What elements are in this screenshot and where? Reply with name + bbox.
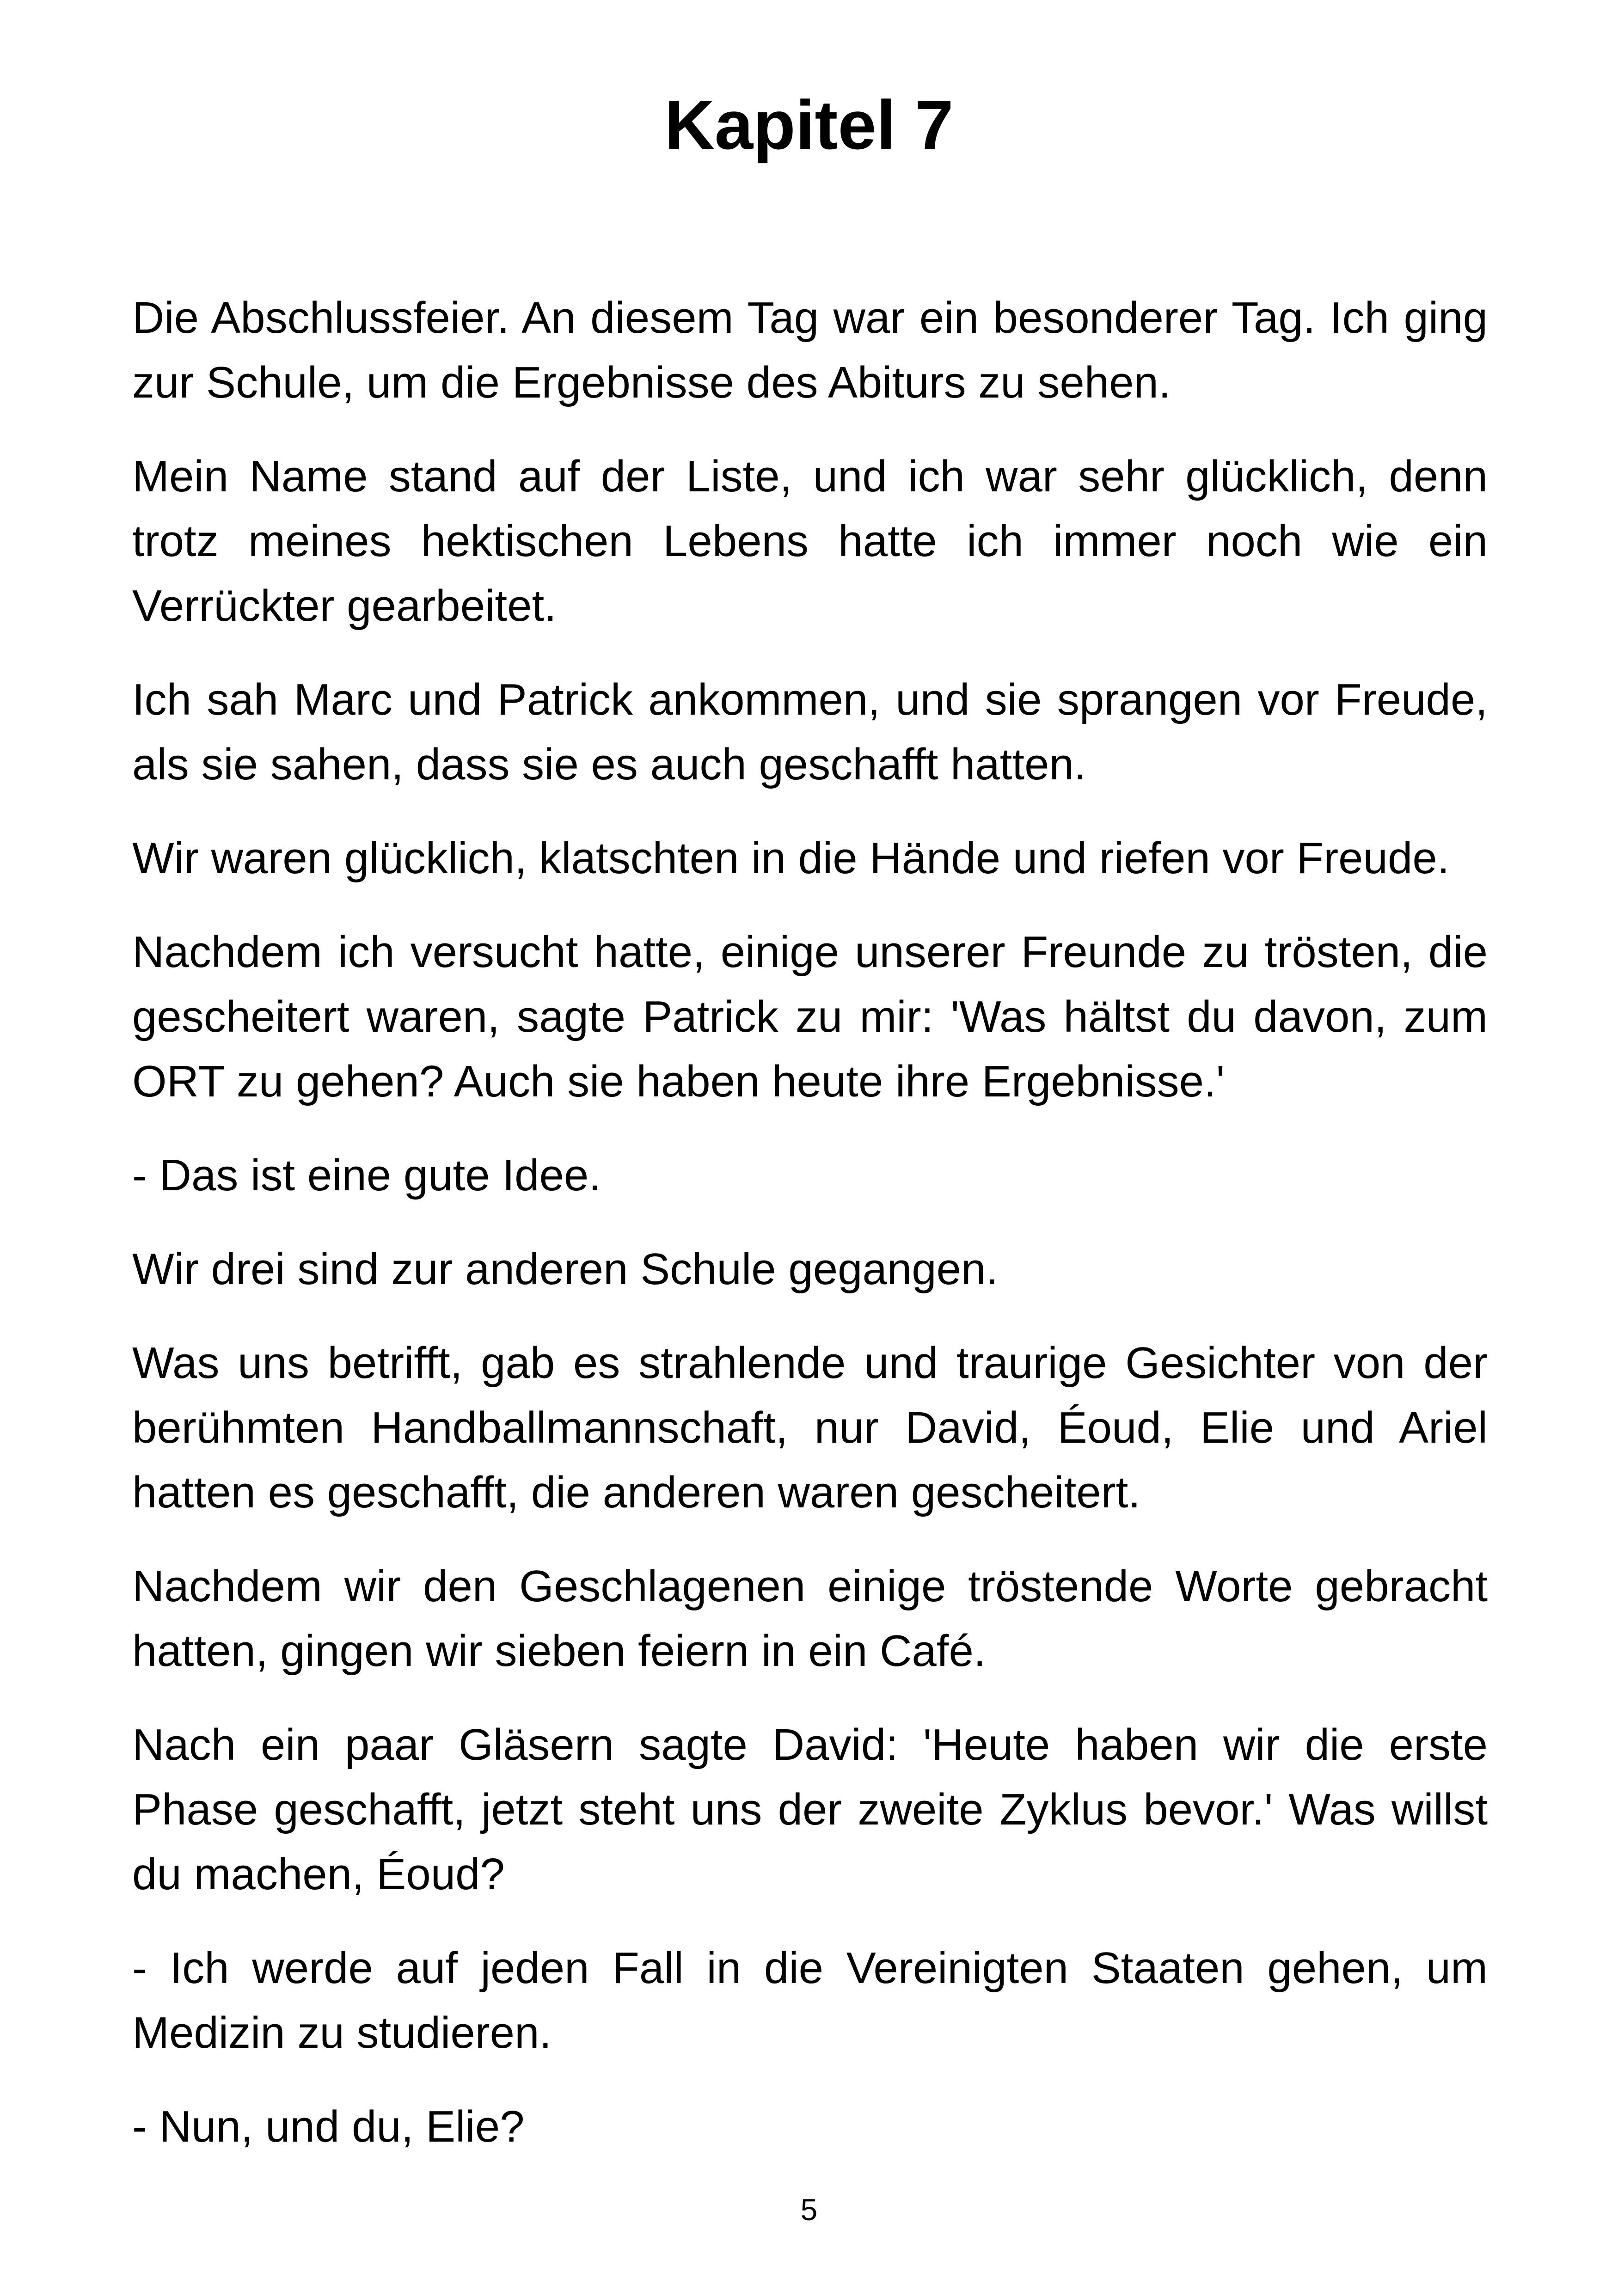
paragraph: Wir drei sind zur anderen Schule gegangen. (132, 1244, 999, 1294)
chapter-body (132, 286, 1488, 2188)
paragraph: Die Abschlussfeier. An diesem Tag war ein besonderer Tag. Ich ging zur Schule, um die Ergebnisse des Abiturs zu sehen. (132, 293, 1488, 407)
paragraph: Nachdem ich versucht hatte, einige unserer Freunde zu trösten, die gescheitert waren, sagte Patrick zu mir: 'Was hältst du davon, zum ORT zu gehen? Auch sie haben heute ihre Ergebnisse.' (132, 927, 1488, 1106)
paragraph: Was uns betrifft, gab es strahlende und traurige Gesichter von der berühmten Handballmannschaft, nur David, Éoud, Elie und Ariel hatten es geschafft, die anderen waren gescheitert. (132, 1338, 1488, 1517)
dialogue-line: - Ich werde auf jeden Fall in die Vereinigten Staaten gehen, um Medizin zu studieren. (132, 1943, 1488, 2057)
paragraph: Wir waren glücklich, klatschten in die Hände und riefen vor Freude. (132, 833, 1450, 883)
paragraph: Nachdem wir den Geschlagenen einige tröstende Worte gebracht hatten, gingen wir sieben feiern in ein Café. (132, 1561, 1488, 1676)
paragraph: Nach ein paar Gläsern sagte David: 'Heute haben wir die erste Phase geschafft, jetzt steht uns der zweite Zyklus bevor.' Was willst du machen, Éoud? (132, 1720, 1488, 1899)
paragraph: Mein Name stand auf der Liste, und ich war sehr glücklich, denn trotz meines hektischen Lebens hatte ich immer noch wie ein Verrückter gearbeitet. (132, 452, 1488, 631)
paragraph: Ich sah Marc und Patrick ankommen, und sie sprangen vor Freude, als sie sahen, dass sie es auch geschafft hatten. (132, 675, 1488, 789)
dialogue-line: - Das ist eine gute Idee. (132, 1151, 601, 1200)
dialogue-line: - Nun, und du, Elie? (132, 2102, 525, 2151)
chapter-title: Kapitel 7 (664, 86, 954, 164)
page-number: 5 (800, 2192, 818, 2227)
